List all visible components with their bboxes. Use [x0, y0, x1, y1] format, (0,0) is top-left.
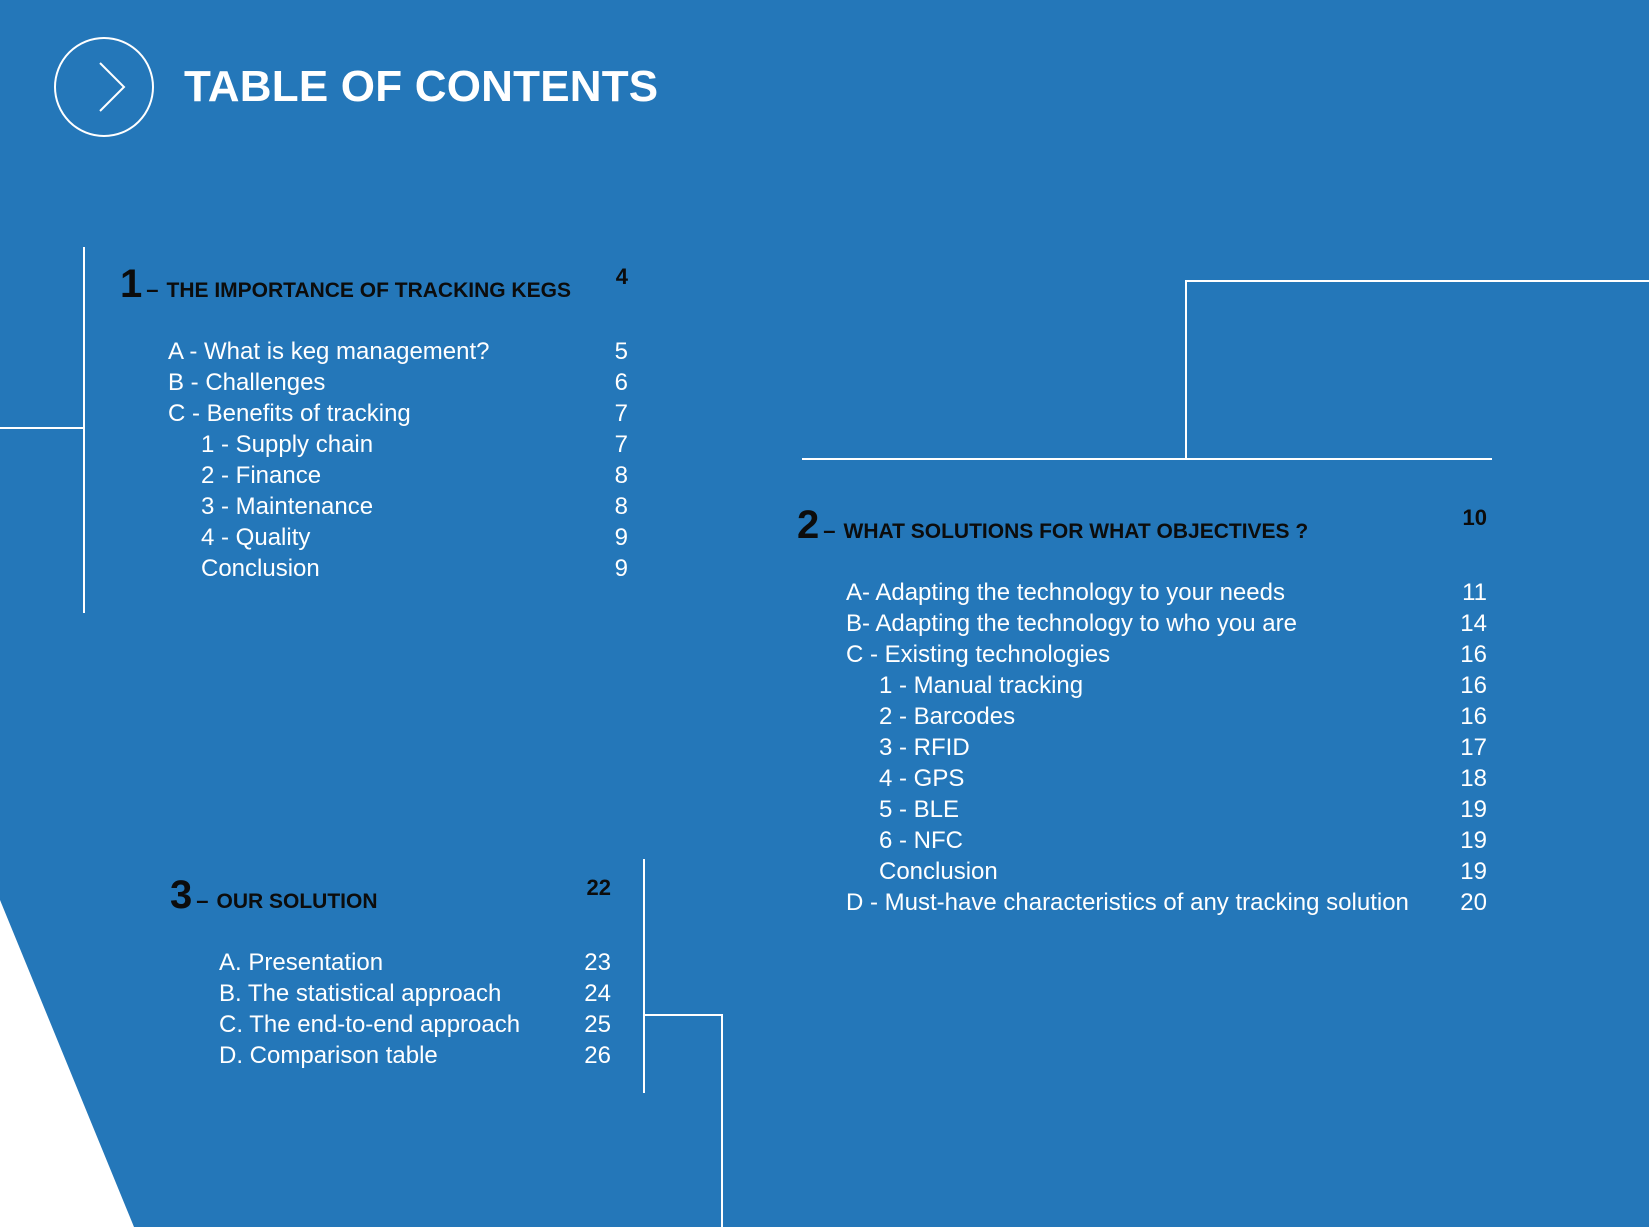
entry-label: 5 - BLE: [879, 796, 960, 823]
entry-label: 4 - Quality: [201, 524, 311, 551]
toc-entry[interactable]: [219, 947, 611, 978]
entry-label: D. Comparison table: [219, 1042, 438, 1069]
divider-line: [1185, 280, 1649, 282]
entry-label: 3 - Maintenance: [201, 493, 374, 520]
toc-entry[interactable]: [846, 577, 1487, 608]
section-page: 22: [586, 875, 611, 900]
section-3-heading[interactable]: [170, 875, 611, 915]
toc-entry[interactable]: [846, 608, 1487, 639]
entry-page: 24: [584, 980, 611, 1007]
entry-page: 14: [1460, 610, 1487, 637]
toc-entry[interactable]: [879, 732, 1487, 763]
entry-page: 16: [1460, 703, 1487, 730]
toc-entry[interactable]: [879, 794, 1487, 825]
chevron-circle: [54, 37, 154, 137]
entry-page: 26: [584, 1042, 611, 1069]
toc-entry[interactable]: [846, 887, 1487, 918]
entry-page: 8: [614, 462, 628, 489]
section-dash: –: [196, 888, 209, 913]
section-title: OUR SOLUTION: [216, 890, 378, 913]
entry-page: 7: [614, 400, 628, 427]
section-1-heading[interactable]: [120, 264, 628, 304]
toc-entry[interactable]: [879, 763, 1487, 794]
entry-page: 8: [614, 493, 628, 520]
divider-line: [1185, 280, 1187, 460]
entry-label: C. The end-to-end approach: [219, 1011, 521, 1038]
toc-entry[interactable]: [219, 978, 611, 1009]
entry-page: 7: [614, 431, 628, 458]
entry-page: 6: [614, 369, 628, 396]
entry-page: 9: [614, 524, 628, 551]
section-2-heading[interactable]: [797, 505, 1487, 545]
toc-entry[interactable]: [201, 522, 628, 553]
divider-line: [643, 859, 645, 1093]
divider-line: [721, 1014, 723, 1227]
entry-label: B- Adapting the technology to who you are: [846, 610, 1297, 637]
entry-page: 19: [1460, 827, 1487, 854]
entry-label: 1 - Manual tracking: [879, 672, 1084, 699]
entry-label: A- Adapting the technology to your needs: [846, 579, 1285, 606]
toc-entry[interactable]: [219, 1009, 611, 1040]
page-title: TABLE OF CONTENTS: [184, 62, 659, 111]
entry-page: 5: [614, 338, 628, 365]
toc-entry[interactable]: [168, 336, 628, 367]
entry-label: C - Existing technologies: [846, 641, 1111, 668]
entry-page: 23: [584, 949, 611, 976]
entry-label: B - Challenges: [168, 369, 326, 396]
entry-page: 17: [1460, 734, 1487, 761]
entry-label: D - Must-have characteristics of any tracking solution: [846, 889, 1409, 916]
chevron-right-icon: [56, 39, 152, 135]
toc-entry[interactable]: [201, 491, 628, 522]
entry-label: 3 - RFID: [879, 734, 970, 761]
section-page: 10: [1462, 505, 1487, 530]
toc-entry[interactable]: [201, 429, 628, 460]
entry-label: 6 - NFC: [879, 827, 963, 854]
entry-label: C - Benefits of tracking: [168, 400, 411, 427]
toc-entry[interactable]: [168, 367, 628, 398]
corner-decoration: [0, 900, 134, 1227]
entry-page: 25: [584, 1011, 611, 1038]
section-page: 4: [615, 264, 628, 289]
entry-label: Conclusion: [879, 858, 998, 885]
entry-label: Conclusion: [201, 555, 320, 582]
toc-entry[interactable]: [879, 856, 1487, 887]
section-title: THE IMPORTANCE OF TRACKING KEGS: [166, 279, 571, 302]
toc-entry[interactable]: [846, 639, 1487, 670]
section-dash: –: [823, 518, 836, 543]
entry-page: 11: [1462, 579, 1487, 606]
section-title: WHAT SOLUTIONS FOR WHAT OBJECTIVES ?: [843, 520, 1309, 543]
section-number: 1: [120, 262, 143, 306]
section-number: 2: [797, 503, 820, 547]
entry-label: A. Presentation: [219, 949, 384, 976]
entry-label: 1 - Supply chain: [201, 431, 374, 458]
section-dash: –: [146, 277, 159, 302]
entry-page: 19: [1460, 858, 1487, 885]
toc-entry[interactable]: [201, 553, 628, 584]
entry-page: 19: [1460, 796, 1487, 823]
section-number: 3: [170, 873, 193, 917]
toc-entry[interactable]: [879, 701, 1487, 732]
entry-page: 16: [1460, 641, 1487, 668]
divider-line: [0, 427, 84, 429]
toc-entry[interactable]: [219, 1040, 611, 1071]
entry-label: A - What is keg management?: [168, 338, 490, 365]
divider-line: [802, 458, 1492, 460]
toc-entry[interactable]: [168, 398, 628, 429]
entry-page: 20: [1460, 889, 1487, 916]
toc-entry[interactable]: [879, 670, 1487, 701]
entry-page: 9: [614, 555, 628, 582]
entry-label: 4 - GPS: [879, 765, 965, 792]
entry-label: B. The statistical approach: [219, 980, 502, 1007]
toc-entry[interactable]: [201, 460, 628, 491]
entry-page: 18: [1460, 765, 1487, 792]
toc-entry[interactable]: [879, 825, 1487, 856]
entry-page: 16: [1460, 672, 1487, 699]
divider-line: [83, 247, 85, 613]
divider-line: [643, 1014, 723, 1016]
entry-label: 2 - Barcodes: [879, 703, 1016, 730]
entry-label: 2 - Finance: [201, 462, 322, 489]
